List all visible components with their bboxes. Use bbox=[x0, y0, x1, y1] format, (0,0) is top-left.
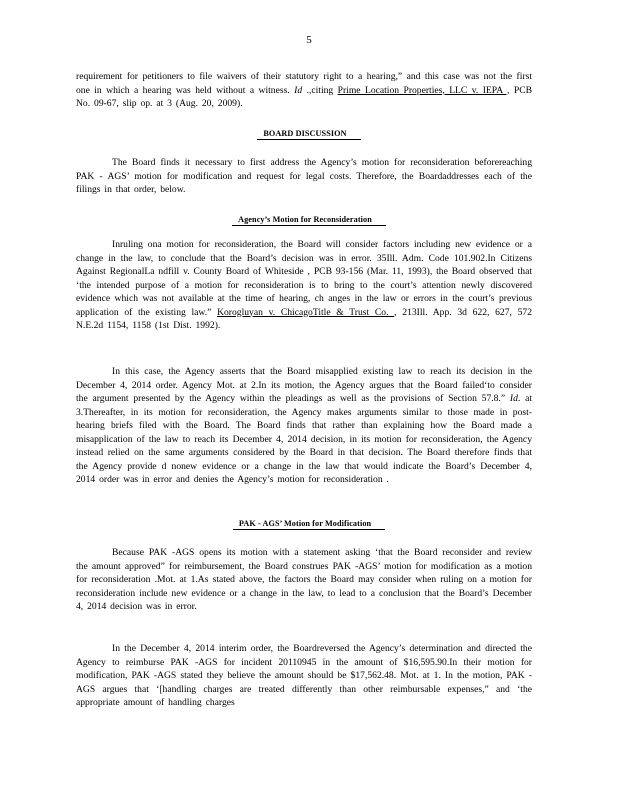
p1-text-b: .,citing bbox=[306, 84, 334, 96]
p3-text-a: Inruling ona motion for reconsideration, the Board will consider factors including new evidence or a change in the law, to conclude that the Board’s decision was in error. 35Ill. Adm. Code 101.902.In Citizens Against RegionalLa ndfill v. County Board of Whiteside , PCB 93-156 (Mar. 11, 1993), the Board observed that ‘the intended purpose of a motion for reconsideration is to bring to the court’s attention newly discovered evidence which was not available at the time of hearing, ch anges in the law or errors in the court’s previous application of the existing law.” bbox=[76, 239, 532, 318]
p6-text: In the December 4, 2014 interim order, the Boardreversed the Agency’s determination and directed the Agency to reimburse PAK -AGS for incident 20110945 in the amount of $16,595.90.In their motion for modification, PAK -AGS stated they believe the amount should be $17,562.48. Mot. at 1. In the motion, PAK -AGS argues that ‘[handling charges are treated differently than other reimbursable expenses,” and ‘the appropriate amount of handling charges bbox=[76, 643, 532, 708]
p4-text-a: In this case, the Agency asserts that the Board misapplied existing law to reach its decision in the December 4, 2014 order. Agency Mot. at 2.In its motion, the Agency argues that the Board failed‘to consider the argument presented by the Agency within the pleadings as well as the provisions of Section 57.8.” bbox=[76, 366, 532, 404]
paragraph-agency-arguments bbox=[76, 365, 532, 487]
p1-citation: Prime Location Properties, LLC v. IEPA , bbox=[337, 84, 510, 96]
heading-agency-motion: Agency’s Motion for Reconsideration bbox=[0, 215, 618, 226]
p3-citation: Korogluyan v. ChicagoTitle & Trust Co. , bbox=[217, 306, 397, 318]
p4-id: Id bbox=[509, 393, 518, 404]
paragraph-pak-ags-motion bbox=[76, 546, 532, 614]
p3-text-b: 213Ill. App. 3d 622, 627, 572 N.E.2d 1154, 1158 (1st Dist. 1992). bbox=[76, 306, 533, 331]
heading-pak-ags-motion: PAK - AGS’ Motion for Modification bbox=[0, 519, 618, 530]
paragraph-reconsideration-standard bbox=[76, 238, 532, 333]
p5-text: Because PAK -AGS opens its motion with a statement asking ‘that the Board reconsider and review the amount approved” for reimbursement, the Board construes PAK -AGS’ motion for modification as a motion for reconsideration .Mot. at 1.As stated above, the factors the Board may consider when ruling on a motion for reconsideration include new evidence or a change in the law, to lead to a conclusion that the Board’s December 4, 2014 decision was in error. bbox=[76, 547, 532, 612]
paragraph-hearing-waiver bbox=[76, 70, 532, 111]
p2-text: The Board finds it necessary to first address the Agency’s motion for reconsideration beforereaching PAK - AGS’ motion for modification and request for legal costs. Therefore, the Boardaddresses each of the filings in that order, below. bbox=[76, 157, 532, 195]
p4-text-b: . at 3.Thereafter, in its motion for reconsideration, the Agency makes arguments similar to those made in post-hearing briefs filed with the Board. The Board finds that rather than explaining how the Board made a misapplication of the law to reach its December 4, 2014 decision, in its motion for reconsideration, the Agency instead relied on the same arguments considered by the Board in that decision. The Board therefore finds that the Agency provide d nonew evidence or a change in the law that would indicate the Board’s December 4, 2014 order was in error and denies the Agency’s motion for reconsideration . bbox=[76, 393, 532, 485]
p1-id: Id bbox=[294, 84, 303, 96]
p1-text-a: requirement for petitioners to file waivers of their statutory right to a hearing,” and this case was not the first one in which a hearing was held without a witness. bbox=[76, 71, 532, 96]
paragraph-board-approach bbox=[76, 156, 532, 197]
page-number: 5 bbox=[306, 34, 312, 46]
p1-text-c: PCB No. 09-67, slip op. at 3 (Aug. 20, 2009). bbox=[76, 84, 533, 109]
paragraph-interim-order bbox=[76, 642, 532, 710]
heading-board-discussion: BOARD DISCUSSION bbox=[0, 129, 618, 140]
